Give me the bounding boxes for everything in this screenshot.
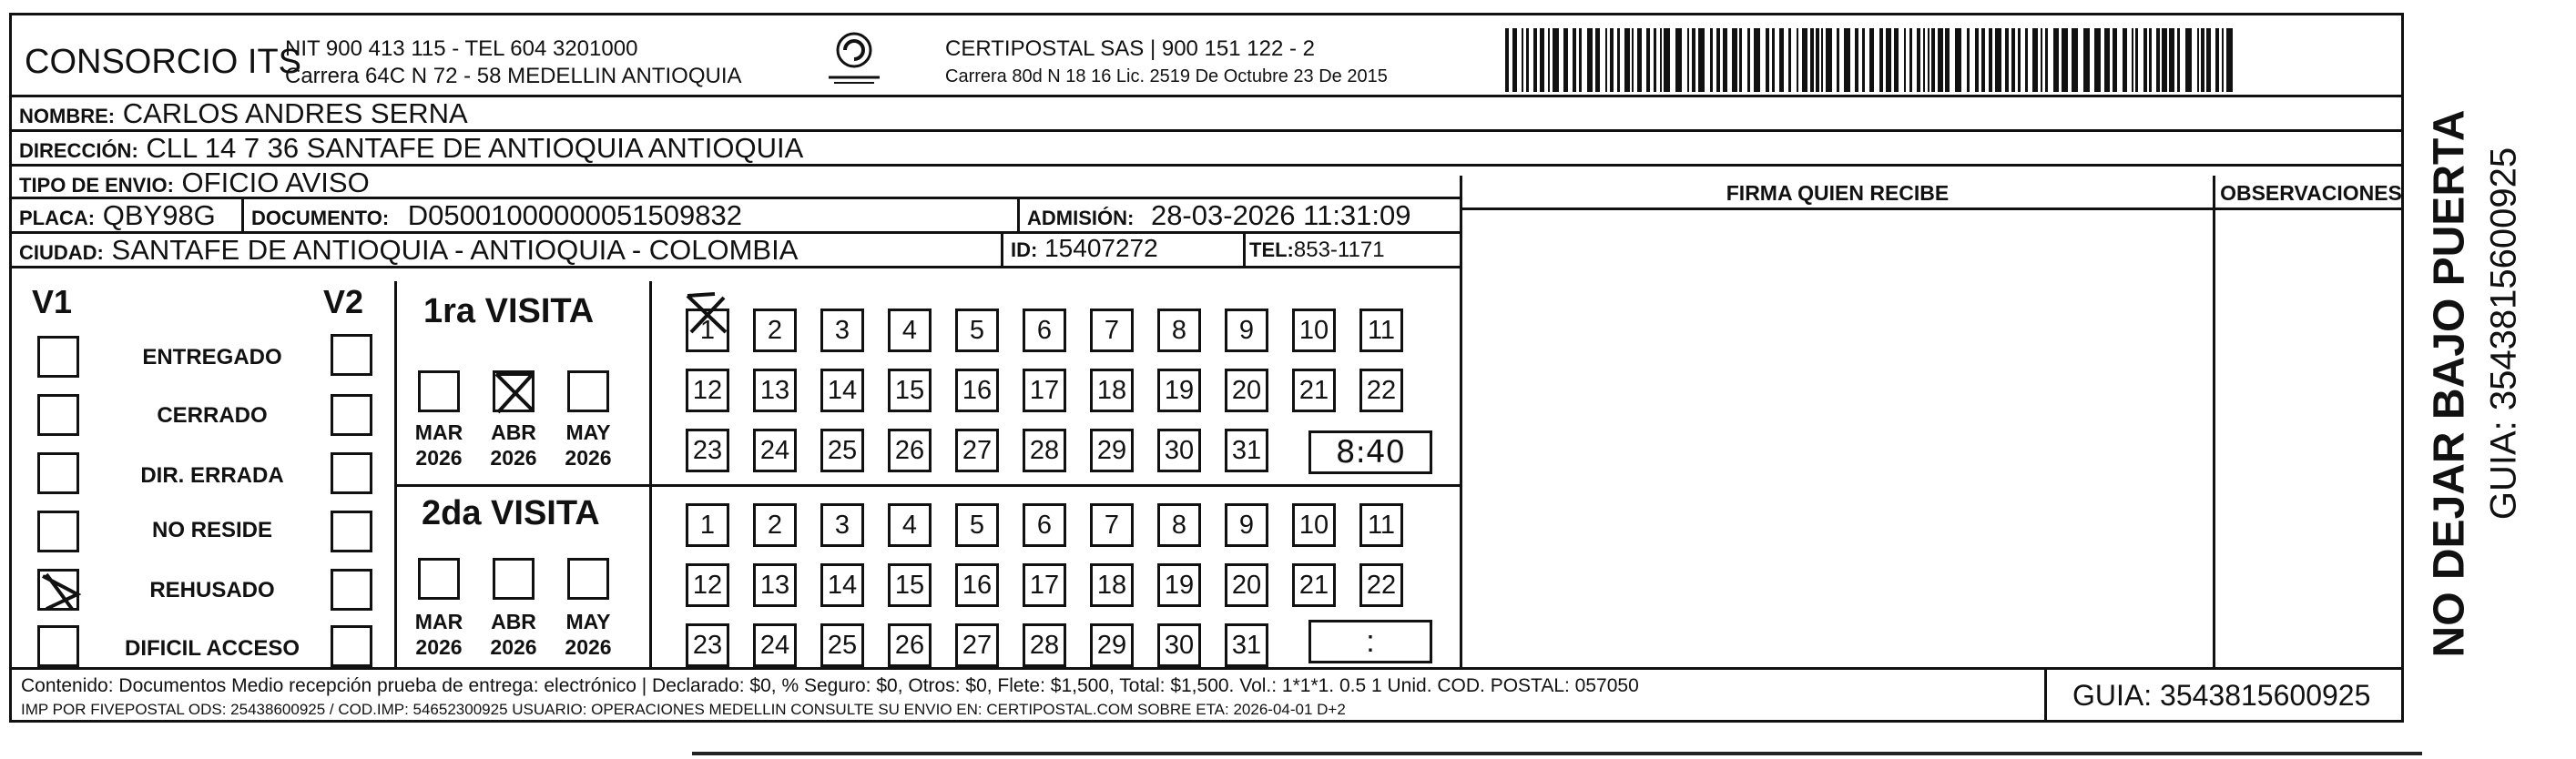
visit1-day-8[interactable]: 8 (1157, 309, 1201, 352)
v1-checkbox-dir-errada[interactable] (37, 452, 79, 494)
barcode-bar (1512, 28, 1517, 92)
admision-label: ADMISIÓN: (1027, 207, 1135, 229)
barcode-bar (1553, 28, 1559, 92)
visit1-month-abr: ABR 2026 (490, 420, 537, 470)
visit2-day-23[interactable]: 23 (686, 623, 729, 667)
barcode-bar (1779, 28, 1784, 92)
tipo-label: TIPO DE ENVIO: (19, 174, 174, 197)
visit1-day-19[interactable]: 19 (1157, 369, 1201, 412)
barcode-bar (1660, 28, 1662, 92)
visit2-day-31[interactable]: 31 (1225, 623, 1268, 667)
barcode-bar (2053, 28, 2059, 92)
visit1-day-5[interactable]: 5 (955, 309, 999, 352)
visit2-day-15[interactable]: 15 (888, 563, 932, 607)
barcode-bar (1766, 28, 1769, 92)
status-label-dir-errada: DIR. ERRADA (140, 463, 284, 488)
visit2-day-8[interactable]: 8 (1157, 503, 1201, 547)
v2-checkbox-dificil-acceso[interactable] (331, 625, 372, 667)
visit1-day-17[interactable]: 17 (1023, 369, 1066, 412)
company-info (285, 35, 742, 90)
barcode-bar (2156, 28, 2160, 92)
visit2-month-abr: ABR 2026 (490, 610, 537, 659)
side-guia: GUIA: 3543815600925 (2483, 147, 2524, 521)
visit1-month-may: MAY 2026 (565, 420, 612, 470)
footer-contents: Contenido: Documentos Medio recepción prueba de entrega: electrónico | Declarado: $0, % Seguro: $0, Otros: $0, Flete: $1,500, Total: $1,500. Vol.: 1*1*1. 0.5 1 Unid. COD. POSTAL: 057050 (21, 675, 1639, 696)
address-line: Carrera 64C N 72 - 58 MEDELLIN ANTIOQUIA (285, 64, 742, 88)
barcode-bar (1563, 28, 1568, 92)
v2-checkbox-no-reside[interactable] (331, 511, 372, 552)
barcode-bar (1687, 28, 1689, 92)
visit2-title: 2da VISITA (422, 494, 600, 532)
visit2-day-26[interactable]: 26 (888, 623, 932, 667)
barcode-bar (1981, 28, 1985, 92)
barcode-bar (2062, 28, 2068, 92)
barcode-bar (2094, 28, 2101, 92)
admision-value: 28-03-2026 11:31:09 (1150, 199, 1411, 231)
barcode-bar (2005, 28, 2009, 92)
visit2-day-19[interactable]: 19 (1157, 563, 1201, 607)
barcode-bar (1797, 28, 1798, 92)
barcode-bar (2045, 28, 2048, 92)
barcode-bar (1879, 28, 1883, 92)
barcode-bar (1526, 28, 1529, 92)
ciudad-value: SANTAFE DE ANTIOQUIA - ANTIOQUIA - COLOMBIA (111, 234, 799, 266)
barcode-bar (1967, 28, 1970, 92)
barcode-bar (1955, 28, 1961, 92)
barcode-bar (1909, 28, 1912, 92)
visit2-day-6[interactable]: 6 (1023, 503, 1066, 547)
barcode-bar (1716, 28, 1720, 92)
barcode-bar (1894, 28, 1899, 92)
visit2-month-mar: MAR 2026 (414, 610, 463, 659)
barcode-bar (2135, 28, 2138, 92)
v1-checkbox-dificil-acceso[interactable] (37, 625, 79, 667)
barcode-bar (1923, 28, 1925, 92)
visit2-day-5[interactable]: 5 (955, 503, 999, 547)
nombre-row (12, 97, 2401, 132)
v2-checkbox-cerrado[interactable] (331, 394, 372, 436)
barcode-bar (2162, 28, 2167, 92)
barcode-bar (1698, 28, 1705, 92)
barcode-bar (1844, 28, 1850, 92)
nombre-label: NOMBRE: (19, 105, 116, 127)
visit1-day-23[interactable]: 23 (686, 429, 729, 472)
visit2-day-14[interactable]: 14 (820, 563, 864, 607)
visit1-day-27[interactable]: 27 (955, 429, 999, 472)
visit1-day-13[interactable]: 13 (753, 369, 797, 412)
barcode-icon (1505, 28, 2234, 92)
visit1-day-4[interactable]: 4 (888, 309, 932, 352)
status-label-rehusado: REHUSADO (149, 578, 275, 602)
barcode-bar (1605, 28, 1607, 92)
visit2-month-may: MAY 2026 (565, 610, 612, 659)
ciudad-label: CIUDAD: (19, 241, 104, 264)
months-days-divider (649, 281, 652, 667)
v2-checkbox-dir-errada[interactable] (331, 452, 372, 494)
barcode-bar (1837, 28, 1839, 92)
visit1-month-abr-box[interactable] (493, 370, 535, 412)
barcode-bar (2018, 28, 2021, 92)
id-value: 15407272 (1044, 234, 1158, 262)
visit1-day-7[interactable]: 7 (1090, 309, 1134, 352)
barcode-bar (1675, 28, 1682, 92)
barcode-bar (2149, 28, 2152, 92)
visits-divider (394, 484, 1460, 487)
visit2-day-24[interactable]: 24 (753, 623, 797, 667)
visit2-time-box[interactable]: : (1308, 620, 1432, 663)
visit1-day-28[interactable]: 28 (1023, 429, 1066, 472)
visit2-day-12[interactable]: 12 (686, 563, 729, 607)
visit2-day-7[interactable]: 7 (1090, 503, 1134, 547)
barcode-bar (1739, 28, 1742, 92)
placa-value: QBY98G (102, 199, 216, 231)
visit2-day-2[interactable]: 2 (753, 503, 797, 547)
visit1-day-21[interactable]: 21 (1292, 369, 1336, 412)
barcode-bar (2185, 28, 2192, 92)
observaciones-title: OBSERVACIONES (2220, 181, 2402, 205)
barcode-bar (1624, 28, 1630, 92)
company-name: CONSORCIO ITS (25, 43, 302, 81)
barcode-bar (2143, 28, 2147, 92)
barcode-bar (1995, 28, 2001, 92)
visit2-day-21[interactable]: 21 (1292, 563, 1336, 607)
v1-checkbox-entregado[interactable] (37, 336, 79, 378)
visit1-day-10[interactable]: 10 (1292, 309, 1336, 352)
barcode-bar (1723, 28, 1727, 92)
tipo-row (12, 167, 1460, 199)
id-label: ID: (1011, 238, 1038, 261)
barcode-bar (2215, 28, 2219, 92)
visit1-day-15[interactable]: 15 (888, 369, 932, 412)
documento-value: D05001000000051509832 (407, 199, 742, 231)
tel-label: TEL: (1249, 238, 1294, 261)
visit2-day-22[interactable]: 22 (1359, 563, 1403, 607)
v1-checkbox-no-reside[interactable] (37, 511, 79, 552)
barcode-bar (1540, 28, 1544, 92)
visit1-day-16[interactable]: 16 (955, 369, 999, 412)
visit2-day-29[interactable]: 29 (1090, 623, 1134, 667)
visit2-day-17[interactable]: 17 (1023, 563, 1066, 607)
barcode-bar (1862, 28, 1865, 92)
barcode-bar (1646, 28, 1650, 92)
barcode-bar (1886, 28, 1891, 92)
barcode-bar (1855, 28, 1858, 92)
visit2-day-28[interactable]: 28 (1023, 623, 1066, 667)
visit2-month-abr-box[interactable] (493, 558, 535, 600)
visit1-day-12[interactable]: 12 (686, 369, 729, 412)
barcode-bar (1938, 28, 1943, 92)
status-visits-divider (394, 281, 397, 667)
barcode-bar (1617, 28, 1620, 92)
visit2-day-9[interactable]: 9 (1225, 503, 1268, 547)
barcode-bar (1573, 28, 1576, 92)
observaciones-divider (2213, 176, 2215, 667)
barcode-bar (1710, 28, 1713, 92)
visit2-month-mar-box[interactable] (418, 558, 460, 600)
documento-label: DOCUMENTO: (251, 207, 390, 229)
barcode-bar (1802, 28, 1807, 92)
barcode-bar (1505, 28, 1509, 92)
barcode-bar (2222, 28, 2224, 92)
direccion-label: DIRECCIÓN: (19, 139, 138, 162)
ciudad-row (12, 234, 1460, 268)
documento-cell (241, 199, 1017, 234)
barcode-bar (1821, 28, 1823, 92)
visit1-day-29[interactable]: 29 (1090, 429, 1134, 472)
barcode-bar (2025, 28, 2028, 92)
nit-line: NIT 900 413 115 - TEL 604 3201000 (285, 36, 638, 61)
barcode-bar (1931, 28, 1935, 92)
visit2-day-11[interactable]: 11 (1359, 503, 1403, 547)
barcode-bar (1975, 28, 1979, 92)
visit1-title: 1ra VISITA (423, 292, 595, 330)
barcode-bar (2113, 28, 2117, 92)
visit1-day-2[interactable]: 2 (753, 309, 797, 352)
barcode-bar (1595, 28, 1600, 92)
visit1-day-11[interactable]: 11 (1359, 309, 1403, 352)
barcode-bar (2177, 28, 2180, 92)
visit1-day-6[interactable]: 6 (1023, 309, 1066, 352)
visit2-day-3[interactable]: 3 (820, 503, 864, 547)
barcode-bar (1747, 28, 1750, 92)
visit2-day-16[interactable]: 16 (955, 563, 999, 607)
nombre-value: CARLOS ANDRES SERNA (122, 97, 468, 129)
barcode-bar (1928, 28, 1929, 92)
visit2-day-1[interactable]: 1 (686, 503, 729, 547)
barcode-bar (2132, 28, 2133, 92)
barcode-bar (2206, 28, 2211, 92)
form-footer (12, 667, 2401, 720)
barcode-bar (1869, 28, 1874, 92)
v1-label: V1 (32, 283, 73, 320)
barcode-bar (2197, 28, 2199, 92)
visit1-day-20[interactable]: 20 (1225, 369, 1268, 412)
signature-area[interactable] (1460, 176, 2401, 667)
direccion-row (12, 132, 2401, 167)
barcode-bar (2169, 28, 2174, 92)
visit1-month-mar-box[interactable] (418, 370, 460, 412)
status-label-entregado: ENTREGADO (142, 345, 282, 369)
visit1-time-box[interactable]: 8:40 (1308, 430, 1432, 474)
delivery-guide-form (9, 13, 2404, 723)
tel-cell (1243, 234, 1460, 268)
barcode-bar (2011, 28, 2015, 92)
barcode-bar (1522, 28, 1523, 92)
barcode-bar (1632, 28, 1634, 92)
carrier-line: CERTIPOSTAL SAS | 900 151 122 - 2 (945, 36, 1315, 61)
barcode-bar (1692, 28, 1695, 92)
v1-checkbox-cerrado[interactable] (37, 394, 79, 436)
visit2-day-13[interactable]: 13 (753, 563, 797, 607)
barcode-bar (2226, 28, 2233, 92)
visit1-day-22[interactable]: 22 (1359, 369, 1403, 412)
placa-row (12, 199, 1460, 234)
status-label-cerrado: CERRADO (157, 403, 268, 428)
barcode-bar (1826, 28, 1832, 92)
barcode-bar (1904, 28, 1906, 92)
placa-label: PLACA: (19, 207, 96, 229)
visit1-month-mar: MAR 2026 (414, 420, 463, 470)
v2-checkbox-entregado[interactable] (331, 334, 372, 376)
carrier-address: Carrera 80d N 18 16 Lic. 2519 De Octubre 23 De 2015 (945, 66, 1388, 86)
barcode-bar (1754, 28, 1760, 92)
no-dejar-bajo-puerta: NO DEJAR BAJO PUERTA (2425, 109, 2474, 658)
barcode-bar (1587, 28, 1593, 92)
signature-header (1462, 176, 2404, 210)
visit1-day-31[interactable]: 31 (1225, 429, 1268, 472)
visit1-day-24[interactable]: 24 (753, 429, 797, 472)
certipostal-logo-icon (818, 30, 891, 88)
barcode-bar (1637, 28, 1642, 92)
barcode-bar (1732, 28, 1737, 92)
visit2-day-10[interactable]: 10 (1292, 503, 1336, 547)
barcode-bar (1654, 28, 1656, 92)
v2-label: V2 (323, 283, 364, 320)
form-header (12, 15, 2401, 97)
carrier-info (945, 35, 1388, 90)
footer-print-info: IMP POR FIVEPOSTAL ODS: 25438600925 / COD.IMP: 54652300925 USUARIO: OPERACIONES MEDELLIN CONSULTE SU ENVIO EN: CERTIPOSTAL.COM SOBRE ETA: 2026-04-01 D+2 (21, 701, 1346, 718)
barcode-bar (1772, 28, 1775, 92)
tipo-value: OFICIO AVISO (181, 167, 370, 198)
footer-guia: GUIA: 3543815600925 (2044, 670, 2401, 723)
visit2-day-25[interactable]: 25 (820, 623, 864, 667)
v2-checkbox-rehusado[interactable] (331, 569, 372, 611)
barcode-bar (1810, 28, 1814, 92)
barcode-bar (1945, 28, 1950, 92)
visit1-day-9[interactable]: 9 (1225, 309, 1268, 352)
visit1-day-18[interactable]: 18 (1090, 369, 1134, 412)
barcode-bar (2032, 28, 2038, 92)
barcode-bar (1788, 28, 1791, 92)
barcode-bar (2201, 28, 2204, 92)
visit1-month-may-box[interactable] (567, 370, 609, 412)
admision-cell (1017, 199, 1460, 234)
barcode-bar (2072, 28, 2078, 92)
barcode-bar (1989, 28, 1992, 92)
barcode-bar (1610, 28, 1614, 92)
barcode-bar (2123, 28, 2127, 92)
id-cell (1001, 234, 1243, 268)
visit2-day-4[interactable]: 4 (888, 503, 932, 547)
v1-checkbox-rehusado[interactable] (37, 569, 79, 611)
visit2-day-20[interactable]: 20 (1225, 563, 1268, 607)
status-label-dificil-acceso: DIFICIL ACCESO (124, 636, 300, 661)
barcode-bar (2104, 28, 2110, 92)
visit2-day-30[interactable]: 30 (1157, 623, 1201, 667)
barcode-bar (1917, 28, 1920, 92)
visit1-day-30[interactable]: 30 (1157, 429, 1201, 472)
visit2-day-18[interactable]: 18 (1090, 563, 1134, 607)
status-label-no-reside: NO RESIDE (151, 518, 273, 542)
barcode-bar (1579, 28, 1582, 92)
barcode-bar (1816, 28, 1819, 92)
barcode-bar (2041, 28, 2042, 92)
visit1-day-26[interactable]: 26 (888, 429, 932, 472)
visit2-day-27[interactable]: 27 (955, 623, 999, 667)
side-panel (2404, 13, 2568, 723)
delivery-status-grid (12, 281, 1460, 667)
visit1-day-25[interactable]: 25 (820, 429, 864, 472)
direccion-value: CLL 14 7 36 SANTAFE DE ANTIOQUIA ANTIOQUIA (146, 132, 804, 164)
visit1-day-14[interactable]: 14 (820, 369, 864, 412)
bottom-edge-line (692, 752, 2422, 755)
visit2-month-may-box[interactable] (567, 558, 609, 600)
barcode-bar (1548, 28, 1550, 92)
firma-title: FIRMA QUIEN RECIBE (1726, 181, 1950, 205)
barcode-bar (1664, 28, 1670, 92)
visit1-day-1[interactable]: 1 (686, 309, 729, 352)
tel-value: 853-1171 (1293, 238, 1385, 262)
barcode-bar (1533, 28, 1537, 92)
visit1-day-3[interactable]: 3 (820, 309, 864, 352)
barcode-bar (2083, 28, 2090, 92)
